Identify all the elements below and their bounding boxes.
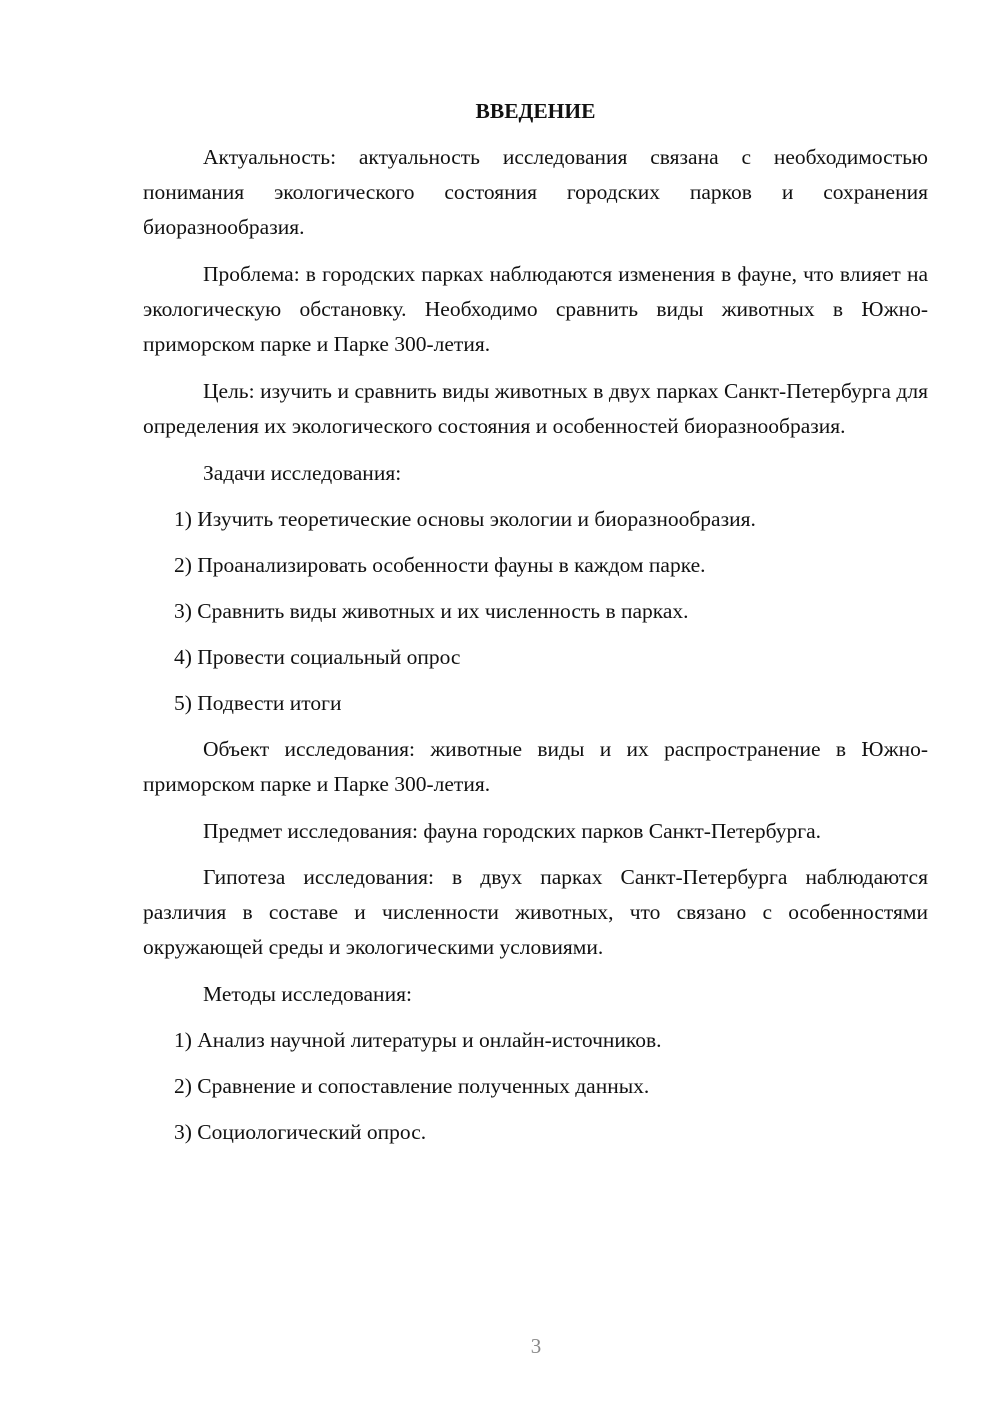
list-item: 1) Изучить теоретические основы экологии и биоразнообразия.	[174, 507, 756, 531]
list-item: 5) Подвести итоги	[174, 691, 342, 715]
methods-heading: Методы исследования:	[203, 982, 412, 1006]
hypothesis-paragraph: Гипотеза исследования: в двух парках Санкт-Петербурга наблюдаются различия в составе и численности животных, что связано с особенностями окружающей среды и экологическими условиями.	[143, 865, 928, 959]
list-item: 4) Провести социальный опрос	[174, 645, 461, 669]
section-heading: ВВЕДЕНИЕ	[475, 99, 596, 123]
goal-paragraph: Цель: изучить и сравнить виды животных в двух парках Санкт-Петербурга для определения их экологического состояния и особенностей биоразнообразия.	[143, 379, 928, 438]
list-item: 2) Сравнение и сопоставление полученных данных.	[174, 1074, 650, 1098]
subject-paragraph: Предмет исследования: фауна городских парков Санкт-Петербурга.	[203, 819, 821, 843]
page-content	[143, 94, 928, 1161]
tasks-heading: Задачи исследования:	[203, 461, 402, 485]
problem-paragraph: Проблема: в городских парках наблюдаются изменения в фауне, что влияет на экологическую обстановку. Необходимо сравнить виды животных в Южно-приморском парке и Парке 300-летия.	[143, 262, 928, 356]
tasks-list	[143, 502, 928, 721]
methods-list	[143, 1023, 928, 1150]
list-item: 3) Сравнить виды животных и их численность в парках.	[174, 599, 689, 623]
relevance-paragraph: Актуальность: актуальность исследования связана с необходимостью понимания экологического состояния городских парков и сохранения биоразнообразия.	[143, 145, 928, 239]
list-item: 1) Анализ научной литературы и онлайн-источников.	[174, 1028, 662, 1052]
list-item: 3) Социологический опрос.	[174, 1120, 427, 1144]
object-paragraph: Объект исследования: животные виды и их распространение в Южно-приморском парке и Парке 300-летия.	[143, 737, 928, 796]
page-number: 3	[530, 1334, 542, 1358]
list-item: 2) Проанализировать особенности фауны в каждом парке.	[174, 553, 706, 577]
